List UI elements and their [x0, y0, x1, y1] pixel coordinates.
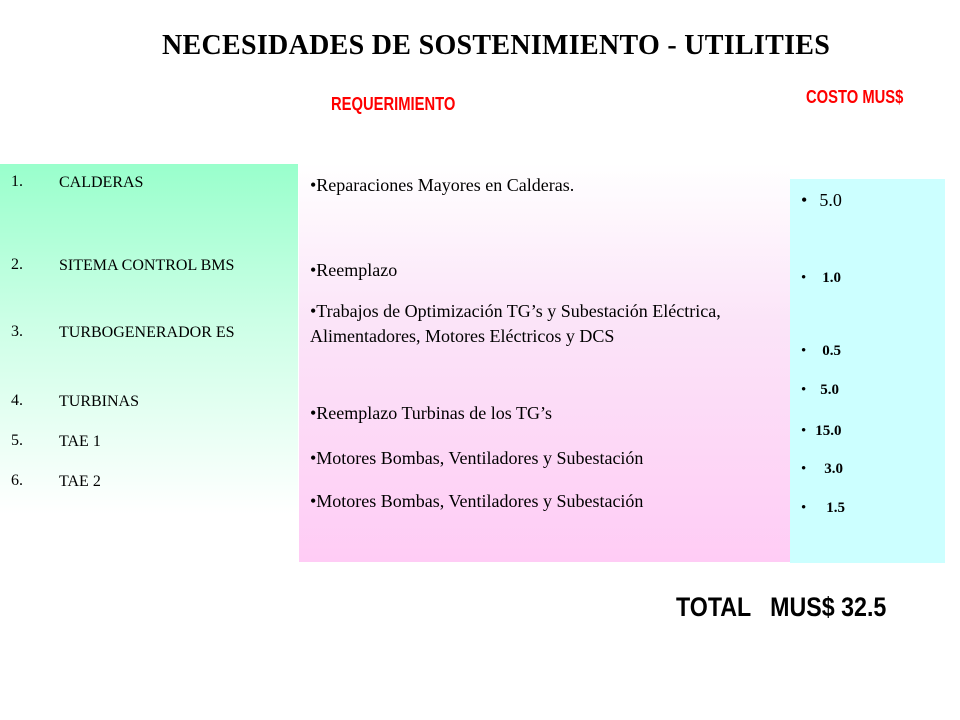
- requirement-item: •Motores Bombas, Ventiladores y Subestación: [310, 491, 644, 511]
- requirement-item: •Reemplazo Turbinas de los TG’s: [310, 403, 552, 423]
- requirement-item: •Reemplazo: [310, 260, 398, 280]
- cost-value: 15.0: [815, 423, 842, 439]
- cost-item: • 3.0: [801, 461, 844, 477]
- system-number: 5.: [11, 432, 23, 449]
- cost-item: • 5.0: [801, 382, 840, 398]
- total-cost: TOTAL MUS$ 32.5: [676, 592, 887, 622]
- requirement-item: •Reparaciones Mayores en Calderas.: [310, 175, 575, 195]
- cost-value: 3.0: [824, 461, 844, 477]
- cost-value: 0.5: [822, 343, 842, 359]
- cost-value: 5.0: [820, 382, 840, 398]
- system-label: CALDERAS: [59, 174, 144, 191]
- system-number: 4.: [11, 392, 23, 409]
- page-title: NECESIDADES DE SOSTENIMIENTO - UTILITIES: [162, 30, 831, 61]
- system-label: TAE 1: [59, 433, 101, 450]
- cost-value: 1.0: [822, 270, 842, 286]
- system-number: 6.: [11, 472, 23, 489]
- requirements-panel: [299, 164, 790, 562]
- system-label: SITEMA CONTROL BMS: [59, 257, 235, 274]
- system-label: TAE 2: [59, 473, 101, 490]
- requirement-item: •Motores Bombas, Ventiladores y Subestación: [310, 448, 644, 468]
- cost-value: 5.0: [819, 190, 842, 210]
- system-number: 3.: [11, 323, 23, 340]
- system-label: TURBOGENERADOR ES: [59, 324, 235, 341]
- requirement-header: REQUERIMIENTO: [331, 94, 456, 114]
- cost-item: • 0.5: [801, 343, 842, 359]
- cost-item: • 15.0: [801, 423, 842, 439]
- requirement-item: •Trabajos de Optimización TG’s y Subestación Eléctrica, Alimentadores, Motores Eléctricos y DCS: [310, 301, 721, 346]
- cost-item: • 1.0: [801, 270, 842, 286]
- system-number: 2.: [11, 256, 23, 273]
- system-number: 1.: [11, 173, 23, 190]
- cost-item: • 1.5: [801, 500, 846, 516]
- cost-header: COSTO MUS$: [806, 87, 904, 107]
- cost-item: • 5.0: [801, 190, 842, 210]
- cost-value: 1.5: [826, 500, 846, 516]
- systems-panel: [0, 164, 298, 514]
- costs-panel: [790, 179, 945, 563]
- system-label: TURBINAS: [59, 393, 140, 410]
